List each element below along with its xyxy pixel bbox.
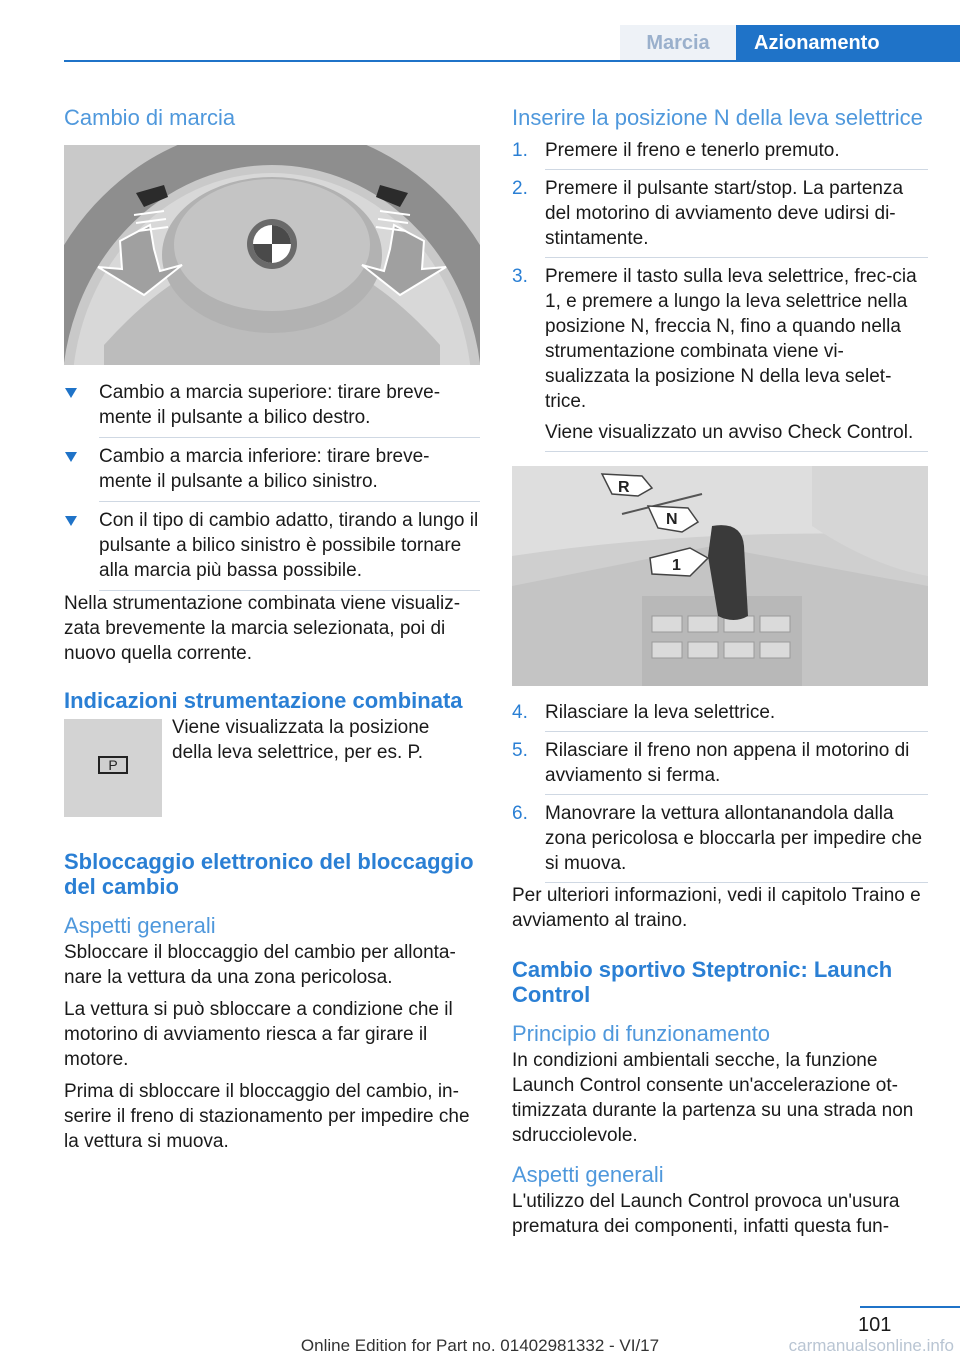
paragraph-principio: In condizioni ambientali secche, la funzione Launch Control consente un'accelerazione ot-timizzata durante la partenza su una strada non sdrucciolevole. [512,1050,914,1146]
paragraph-freno: Prima di sbloccare il bloccaggio del cambio, in-serire il freno di stazionamento per impedire che la vettura si muova. [64,1081,470,1152]
gear-p-icon: P [98,756,128,774]
triangle-bullet-icon [65,452,77,462]
gear-label-n: N [666,511,678,528]
check-control-note: Viene visualizzato un avviso Check Control. [545,422,914,443]
tab-marcia[interactable]: Marcia [620,25,736,61]
bullet-lowest-gear: Con il tipo di cambio adatto, tirando a lungo il pulsante a bilico sinistro è possibile tornare alla marcia più bassa possibile. [64,508,480,591]
paragraph-strumentazione: Nella strumentazione combinata viene visualiz-zata brevemente la marcia selezionata, poi di nuovo quella corrente. [64,593,461,664]
page-number: 101 [858,1314,892,1336]
heading-inserire-n: Inserire la posizione N della leva selettrice [512,105,923,130]
indicator-display [64,719,162,817]
step-item: 1. Premere il freno e tenerlo premuto. [512,138,928,170]
step-item: 5. Rilasciare il freno non appena il motorino di avviamento si ferma. [512,738,928,795]
indicator-text: Viene visualizzata la posizione della leva selettrice, per es. P. [172,717,430,763]
paragraph-condizione: La vettura si può sbloccare a condizione che il motorino di avviamento riesca a far girare il motore. [64,999,453,1070]
steps-list-a [512,138,928,452]
heading-principio: Principio di funzionamento [512,1021,771,1046]
heading-cambio-di-marcia: Cambio di marcia [64,105,236,130]
gear-label-1: 1 [672,557,681,574]
heading-indicazioni: Indicazioni strumentazione combinata [64,688,463,713]
indicator-block [64,719,480,823]
steps-list-b [512,700,928,883]
bullet-upshift: Cambio a marcia superiore: tirare breve-mente il pulsante a bilico destro. [64,380,480,438]
step-item: 4. Rilasciare la leva selettrice. [512,700,928,732]
paragraph-traino: Per ulteriori informazioni, vedi il capitolo Traino e avviamento al traino. [512,885,921,931]
bullet-downshift: Cambio a marcia inferiore: tirare breve-mente il pulsante a bilico sinistro. [64,444,480,502]
steering-wheel-illustration [64,145,480,365]
triangle-bullet-icon [65,388,77,398]
step-item: 3. Premere il tasto sulla leva selettrice, frec-cia 1, e premere a lungo la leva selettrice nella posizione N, freccia N, fino a quando nella strumentazione combinata viene vi-sualizzata la posizione N della leva selet-trice. Viene visualizzato un avviso Check Control. [512,264,928,452]
gear-shift-bullets [64,380,480,591]
right-column [512,100,928,1239]
watermark: carmanualsonline.info [788,1336,954,1355]
heading-aspetti-generali-2: Aspetti generali [512,1162,664,1187]
gear-selector-illustration [512,466,928,686]
tab-azionamento[interactable]: Azionamento [736,25,960,61]
paragraph-sbloccare: Sbloccare il bloccaggio del cambio per allonta-nare la vettura da una zona pericolosa. [64,942,456,988]
edition-footer: Online Edition for Part no. 01402981332 - VI/17 [300,1336,660,1355]
footer-rule [860,1306,960,1308]
heading-launch-control: Cambio sportivo Steptronic: Launch Control [512,957,893,1007]
step-item: 6. Manovrare la vettura allontanandola dalla zona pericolosa e bloccarla per impedire che si muova. [512,801,928,883]
header-rule [64,60,960,62]
paragraph-usura: L'utilizzo del Launch Control provoca un'usura prematura dei componenti, infatti questa fun- [512,1191,900,1237]
step-item: 2. Premere il pulsante start/stop. La partenza del motorino di avviamento deve udirsi di-stintamente. [512,176,928,258]
heading-sbloccaggio: Sbloccaggio elettronico del bloccaggio del cambio [64,849,474,899]
gear-label-r: R [618,479,630,496]
left-column [64,100,480,1154]
triangle-bullet-icon [65,516,77,526]
heading-aspetti-generali: Aspetti generali [64,913,216,938]
